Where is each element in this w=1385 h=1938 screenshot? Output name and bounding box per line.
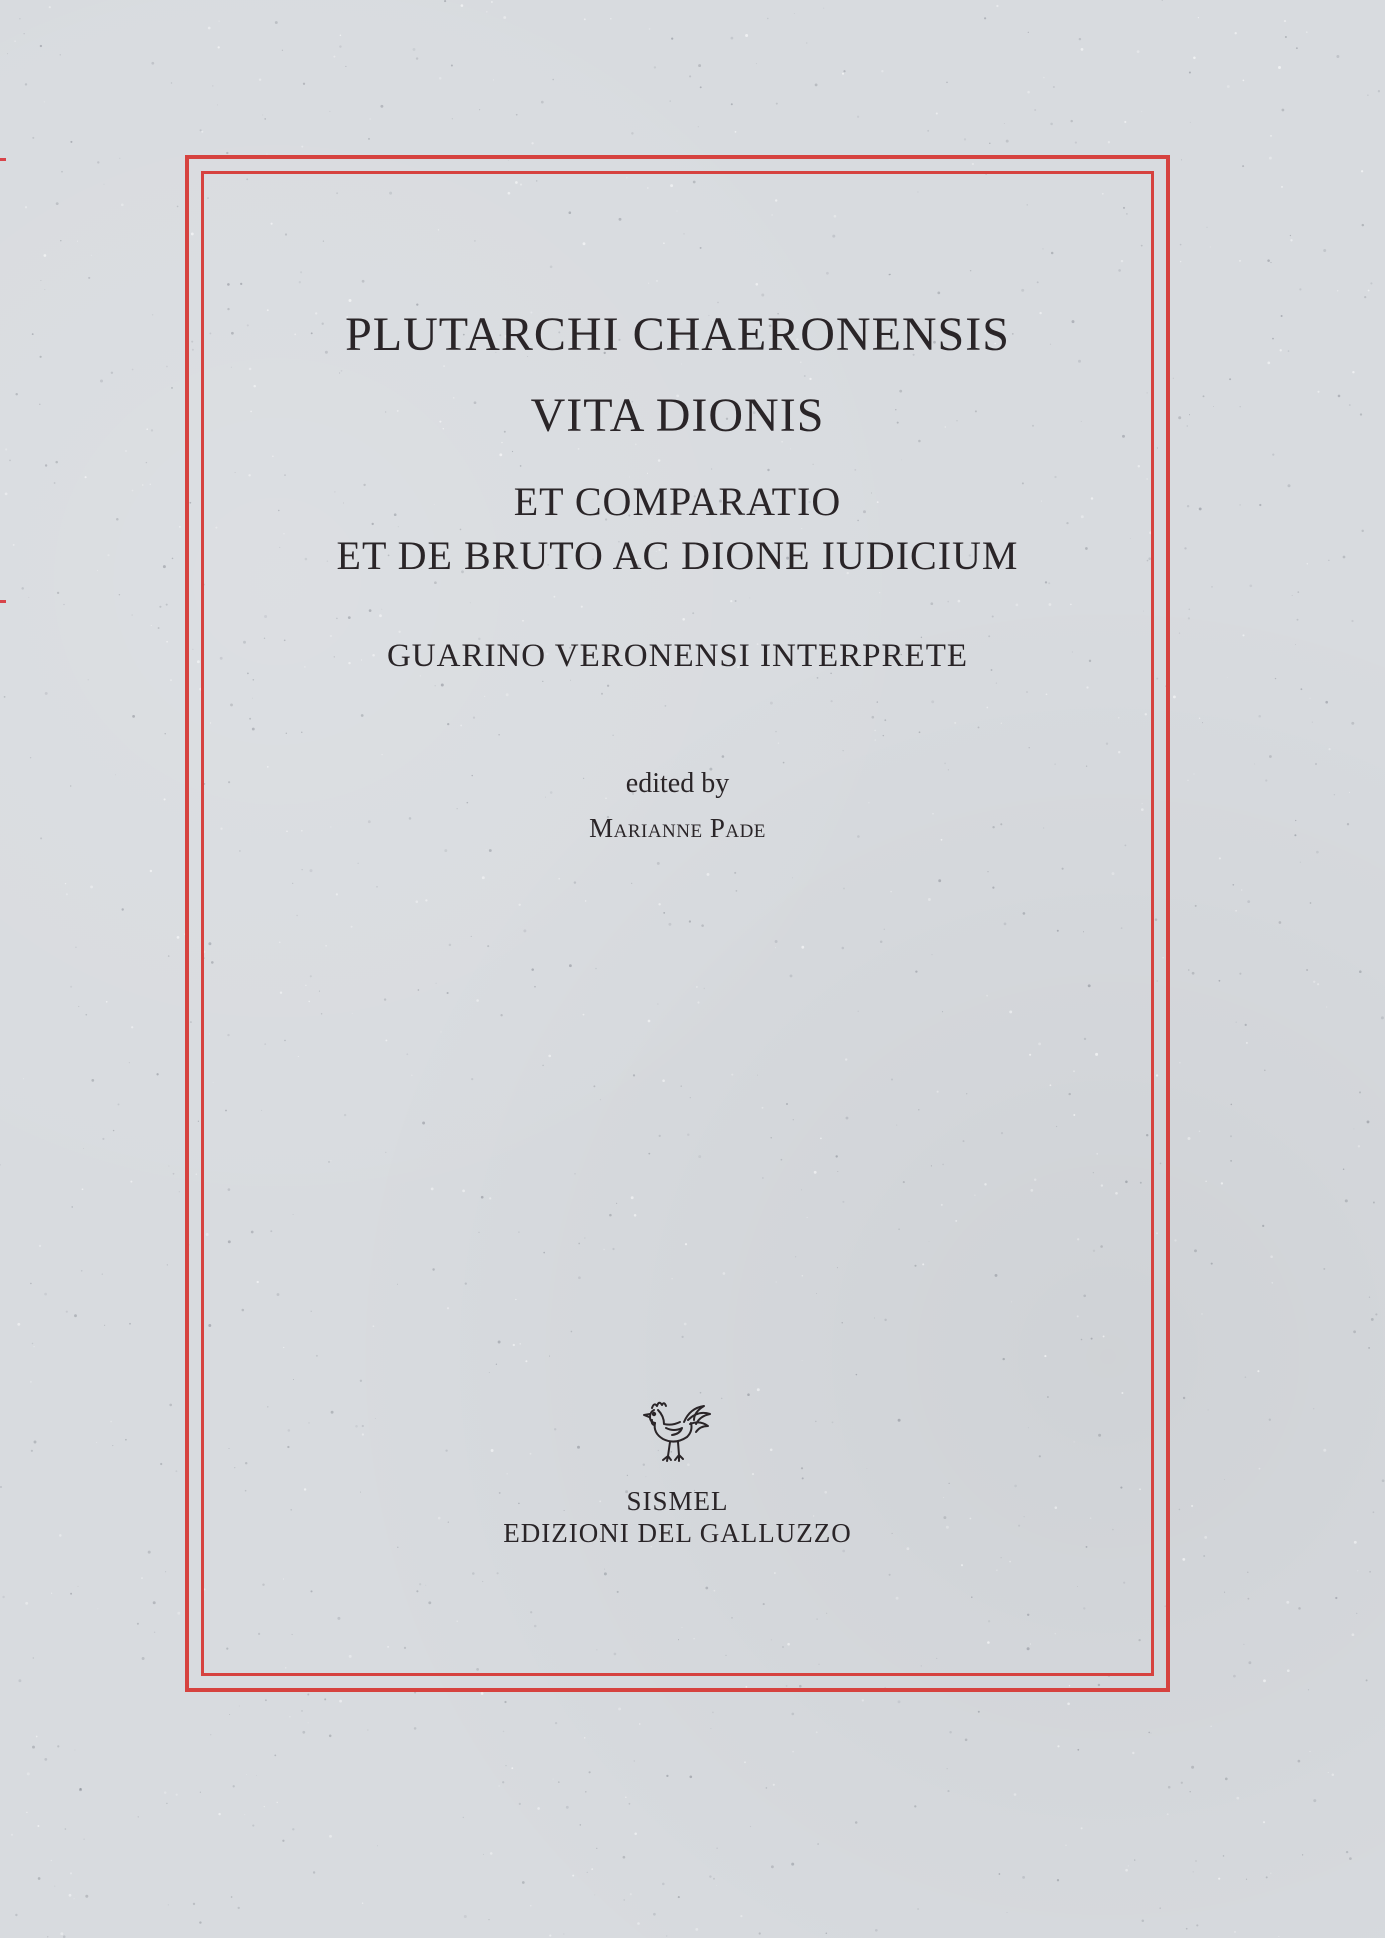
title-line-1: PLUTARCHI CHAERONENSIS <box>345 308 1010 361</box>
edge-mark-middle <box>0 600 6 603</box>
subtitle-line-1: ET COMPARATIO <box>513 479 842 524</box>
translator-line: GUARINO VERONENSI INTERPRETE <box>386 638 969 674</box>
subtitle-line-2: ET DE BRUTO AC DIONE IUDICIUM <box>336 533 1019 578</box>
publisher-line-1: SISMEL <box>626 1486 729 1516</box>
rooster-icon <box>640 1398 716 1466</box>
editor-name: Marianne Pade <box>589 813 766 843</box>
edited-by-label: edited by <box>625 768 730 799</box>
title-line-2: VITA DIONIS <box>530 389 825 442</box>
edge-mark-top <box>0 158 6 161</box>
publisher-line-2: EDIZIONI DEL GALLUZZO <box>503 1518 852 1548</box>
